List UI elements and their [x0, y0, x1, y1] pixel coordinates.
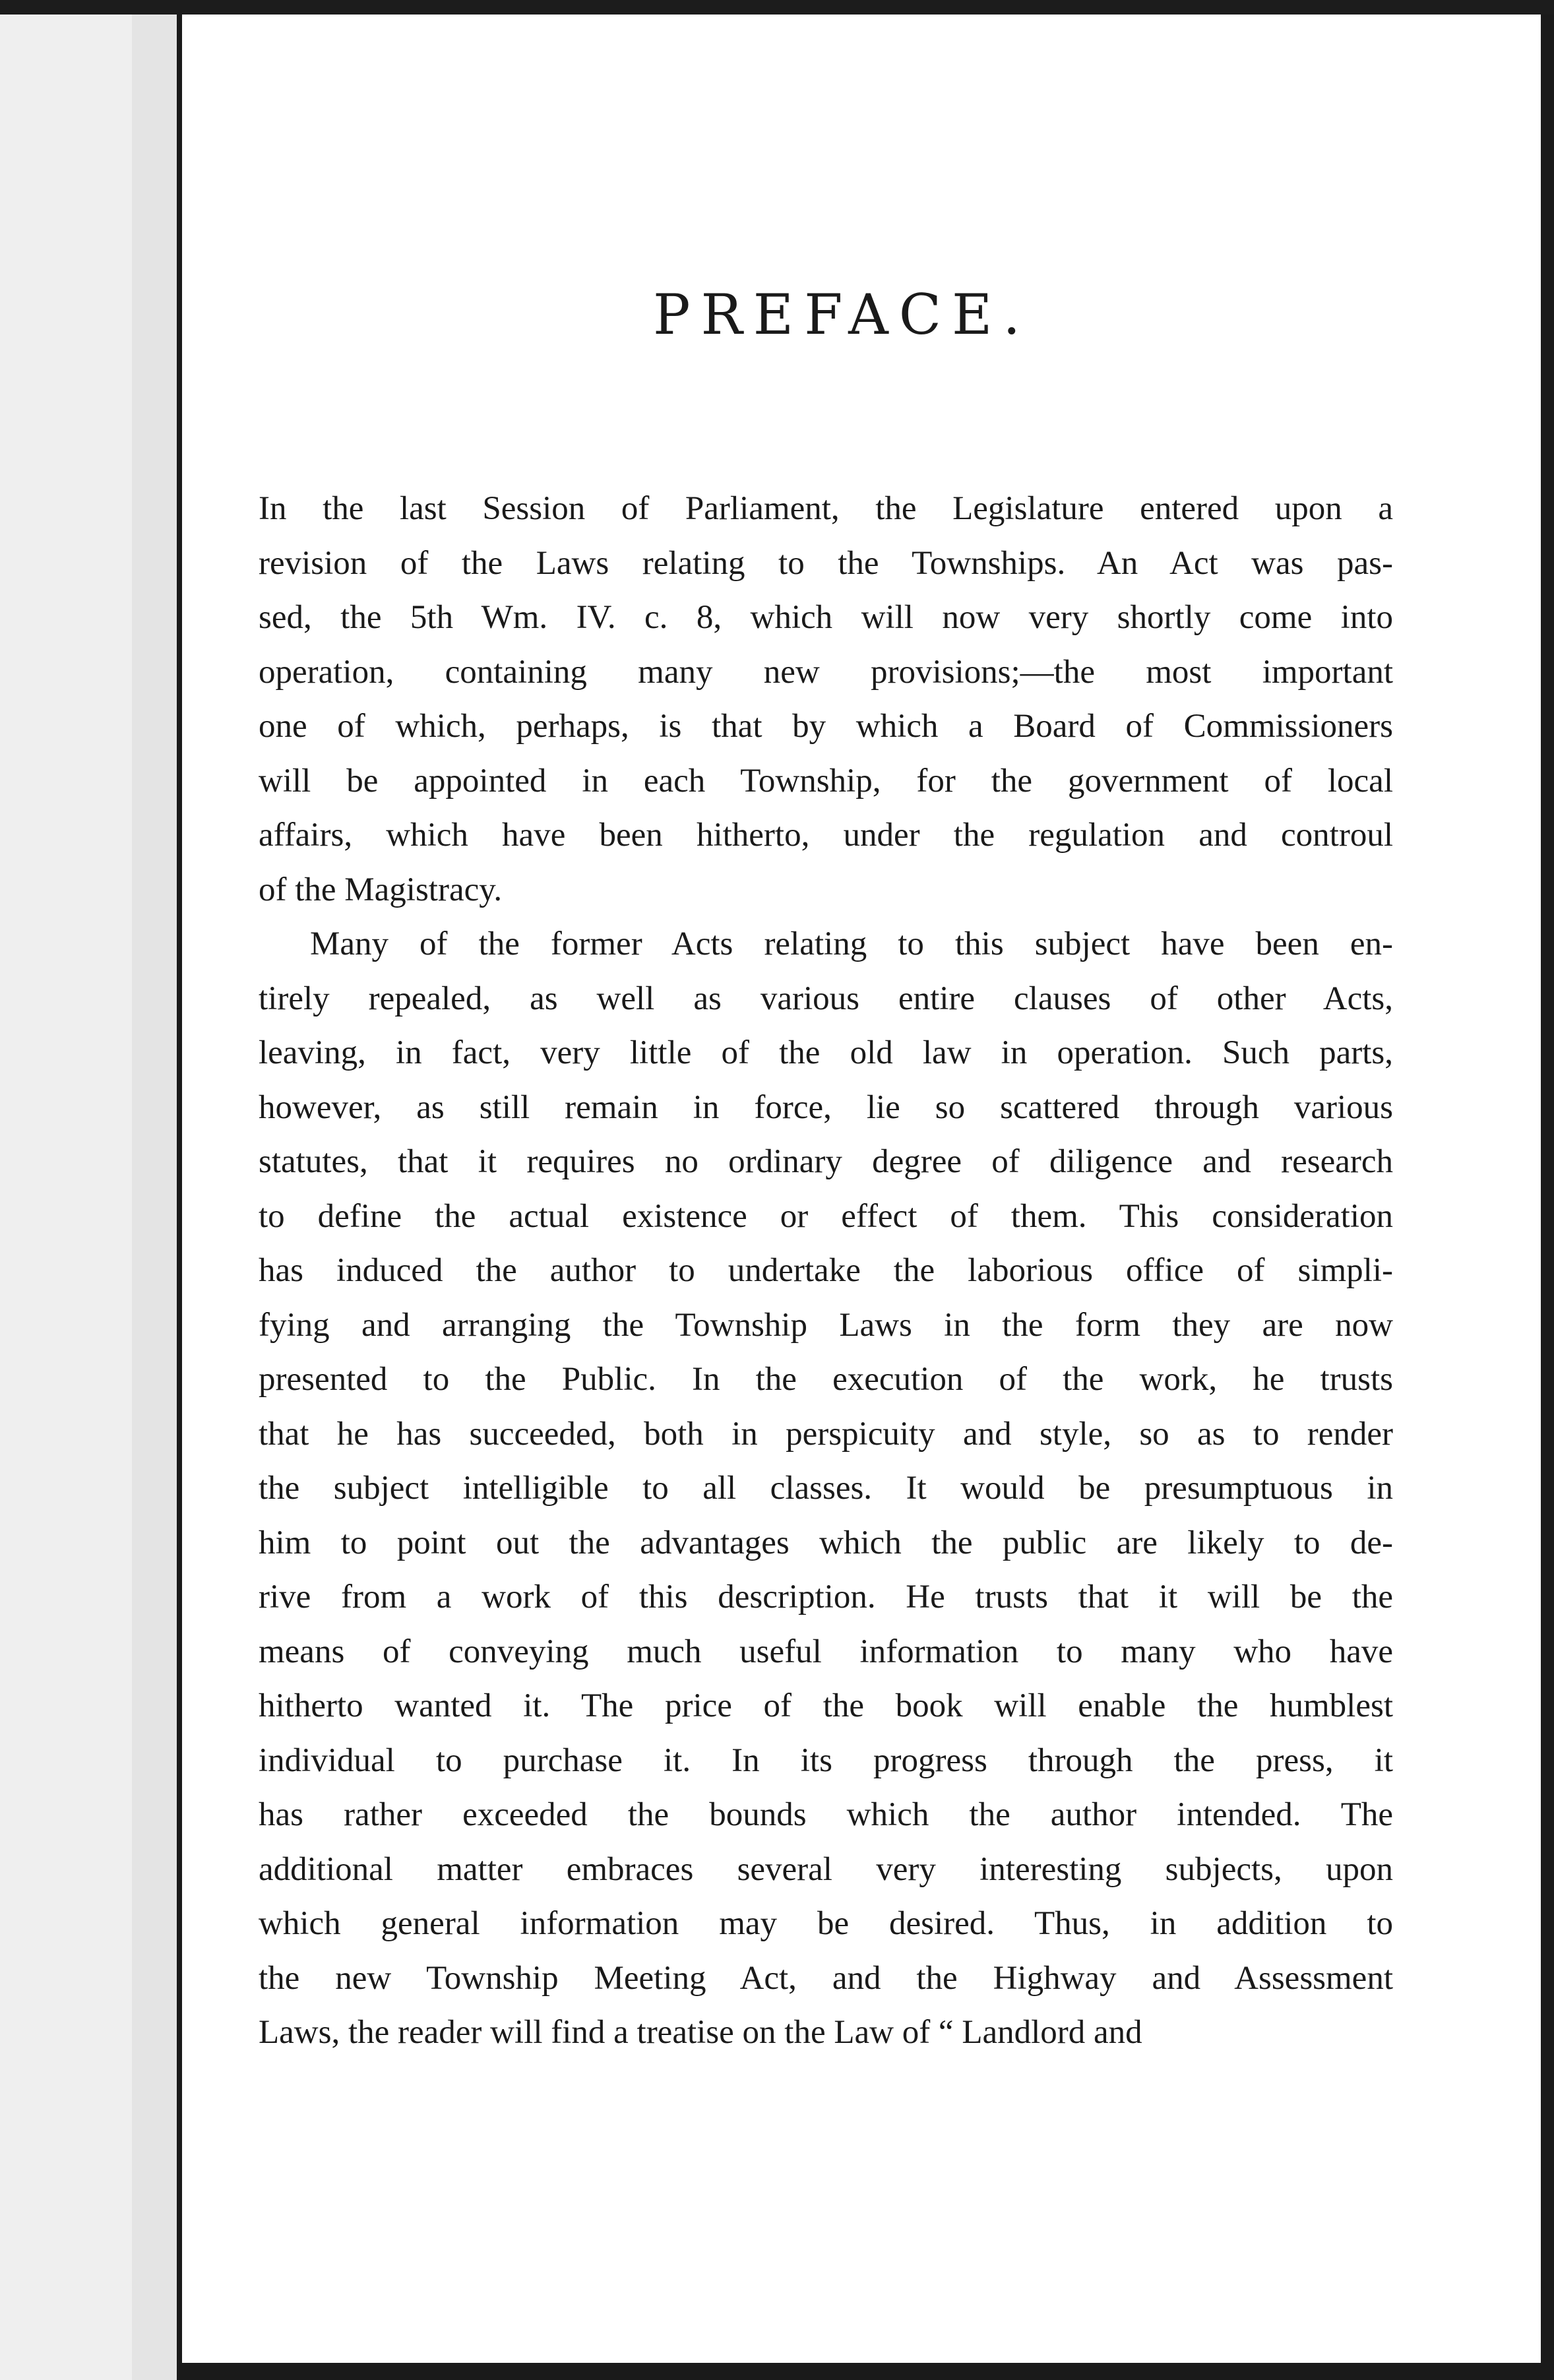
text-line: that he has succeeded, both in perspicuity and style, so as to render [259, 1415, 1393, 1453]
text-line: the new Township Meeting Act, and the Highway and Assessment [259, 1959, 1393, 1997]
text-line: Laws, the reader will find a treatise on the Law of “ Landlord and [259, 2014, 1142, 2051]
text-line: tirely repealed, as well as various entire clauses of other Acts, [259, 980, 1393, 1017]
text-line: one of which, perhaps, is that by which a Board of Commissioners [259, 708, 1393, 745]
text-line: of the Magistracy. [259, 871, 503, 908]
text-line: individual to purchase it. In its progress through the press, it [259, 1741, 1393, 1779]
text-line: which general information may be desired. Thus, in addition to [259, 1905, 1393, 1942]
text-line: operation, containing many new provisions;—the most important [259, 653, 1393, 691]
text-line: however, as still remain in force, lie so scattered through various [259, 1088, 1393, 1126]
text-line: additional matter embraces several very interesting subjects, upon [259, 1850, 1393, 1888]
page-left-border [177, 15, 182, 2380]
text-line: presented to the Public. In the execution of the work, he trusts [259, 1361, 1393, 1398]
scan-bottom-border [177, 2363, 1554, 2380]
text-line: to define the actual existence or effect of them. This consideration [259, 1197, 1393, 1235]
text-line: has rather exceeded the bounds which the author intended. The [259, 1796, 1393, 1833]
text-line: him to point out the advantages which the public are likely to de- [259, 1524, 1393, 1561]
text-line: has induced the author to undertake the laborious office of simpli- [259, 1252, 1393, 1289]
facing-page-shadow [132, 15, 177, 2380]
text-line: hitherto wanted it. The price of the book will enable the humblest [259, 1687, 1393, 1724]
page-heading: PREFACE. [653, 282, 1032, 347]
text-line: means of conveying much useful information to many who have [259, 1633, 1393, 1670]
text-line: In the last Session of Parliament, the Legislature entered upon a [259, 490, 1393, 527]
text-line: affairs, which have been hitherto, under the regulation and controul [259, 817, 1393, 854]
text-line: sed, the 5th Wm. IV. c. 8, which will now very shortly come into [259, 599, 1393, 636]
text-line: revision of the Laws relating to the Townships. An Act was pas- [259, 544, 1393, 582]
text-line: will be appointed in each Township, for the government of local [259, 762, 1393, 799]
text-line: statutes, that it requires no ordinary degree of diligence and research [259, 1143, 1393, 1180]
paragraph [259, 482, 1393, 917]
page-right-border [1541, 15, 1554, 2380]
text-line: leaving, in fact, very little of the old law in operation. Such parts, [259, 1034, 1393, 1071]
text-line: fying and arranging the Township Laws in the form they are now [259, 1306, 1393, 1344]
text-line: rive from a work of this description. He trusts that it will be the [259, 1579, 1393, 1615]
scan-top-border [0, 0, 1554, 15]
text-line: Many of the former Acts relating to this subject have been en- [310, 925, 1393, 962]
preface-body [259, 482, 1393, 2060]
text-line: the subject intelligible to all classes. It would be presumptuous in [259, 1470, 1393, 1507]
paragraph [259, 917, 1393, 2060]
